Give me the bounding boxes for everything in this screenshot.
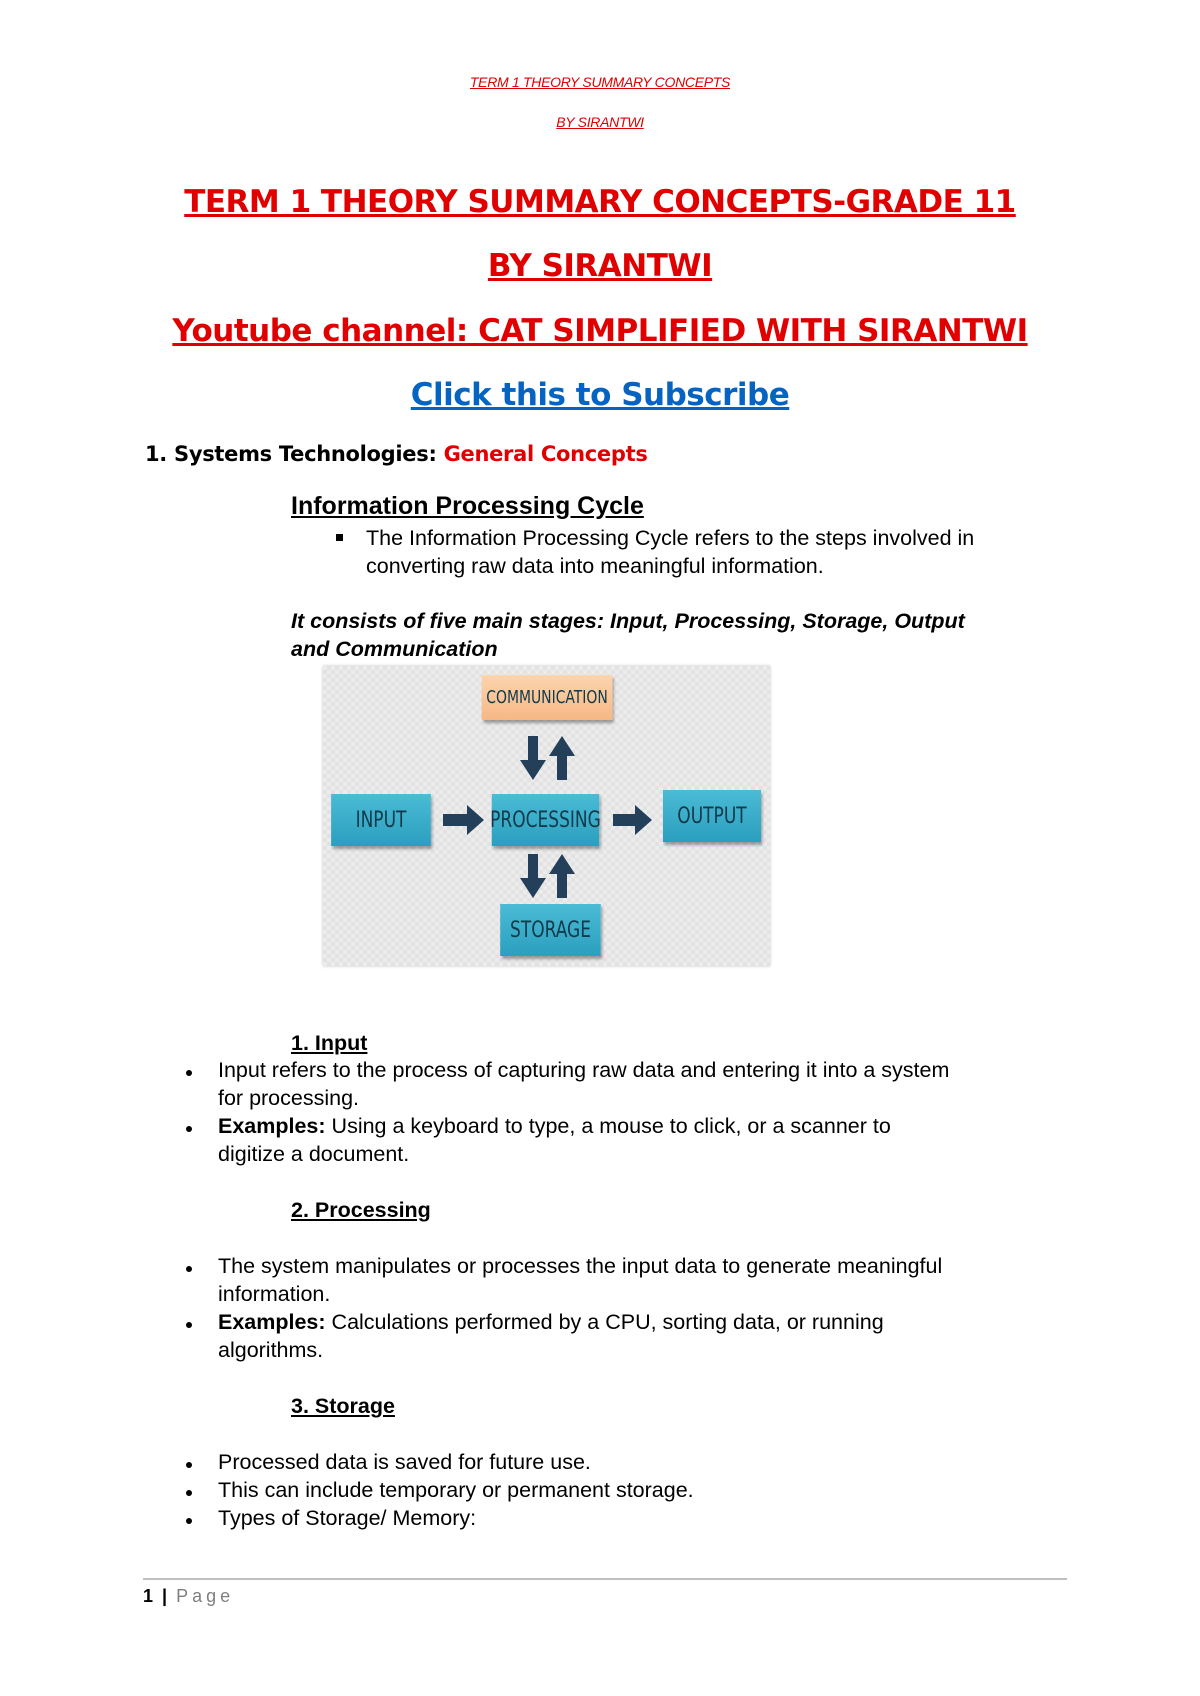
document-title: TERM 1 THEORY SUMMARY CONCEPTS-GRADE 11 xyxy=(184,184,1016,220)
ipc-diagram xyxy=(323,666,770,966)
output-box: OUTPUT xyxy=(663,790,761,842)
input-bullet-1-line-2: for processing. xyxy=(218,1086,360,1110)
storage-box: STORAGE xyxy=(500,904,601,956)
bullet-icon xyxy=(186,1490,192,1496)
arrow-up-icon xyxy=(549,736,575,780)
input-bullet-1-line-1: Input refers to the process of capturing raw data and entering it into a system xyxy=(218,1058,950,1082)
input-heading: 1. Input xyxy=(291,1031,368,1055)
subscribe-link[interactable]: Click this to Subscribe xyxy=(410,377,790,413)
section-label: 1. Systems Technologies: xyxy=(145,442,437,466)
section-heading xyxy=(145,442,648,466)
processing-bullet-1-line-2: information. xyxy=(218,1282,331,1306)
page-number: 1 xyxy=(143,1586,154,1606)
examples-label: Examples: xyxy=(218,1114,326,1138)
ipc-description: The Information Processing Cycle refers to the steps involved in converting raw data into meaningful information. xyxy=(366,526,975,578)
processing-heading: 2. Processing xyxy=(291,1198,431,1222)
storage-bullet-3: Types of Storage/ Memory: xyxy=(218,1506,477,1530)
processing-bullet-2-line-1 xyxy=(218,1308,1068,1336)
footer-divider xyxy=(143,1578,1067,1580)
ipc-heading: Information Processing Cycle xyxy=(291,492,644,520)
examples-label: Examples: xyxy=(218,1310,326,1334)
arrow-right-icon xyxy=(613,805,652,835)
arrow-down-icon xyxy=(520,736,546,780)
bullet-icon xyxy=(186,1266,192,1272)
storage-bullet-1: Processed data is saved for future use. xyxy=(218,1450,591,1474)
processing-bullet-2-line-2: algorithms. xyxy=(218,1338,324,1362)
page-word: Page xyxy=(176,1586,235,1606)
input-box: INPUT xyxy=(331,794,431,846)
running-header-title: TERM 1 THEORY SUMMARY CONCEPTS xyxy=(469,74,731,90)
processing-box: PROCESSING xyxy=(492,794,600,846)
page-footer xyxy=(143,1586,234,1607)
arrow-up-icon xyxy=(549,854,575,898)
youtube-channel: Youtube channel: CAT SIMPLIFIED WITH SIRANTWI xyxy=(172,313,1028,349)
ipc-stages-line-1: It consists of five main stages: Input, Processing, Storage, Output xyxy=(291,609,965,633)
arrow-down-icon xyxy=(520,854,546,898)
bullet-icon xyxy=(186,1462,192,1468)
arrow-right-icon xyxy=(443,805,484,835)
input-bullet-2-line-2: digitize a document. xyxy=(218,1142,410,1166)
bullet-icon xyxy=(186,1322,192,1328)
bullet-icon xyxy=(186,1070,192,1076)
processing-examples-text: Calculations performed by a CPU, sorting data, or running xyxy=(325,1310,884,1334)
diagram-arrows xyxy=(323,666,770,966)
bullet-icon xyxy=(186,1518,192,1524)
bullet-icon xyxy=(186,1126,192,1132)
square-bullet-icon xyxy=(336,534,343,541)
footer-separator: | xyxy=(162,1586,168,1606)
ipc-stages-line-2: and Communication xyxy=(291,637,498,661)
running-header-author: BY SIRANTWI xyxy=(556,114,644,130)
input-bullet-2-line-1 xyxy=(218,1112,1068,1140)
storage-bullet-2: This can include temporary or permanent storage. xyxy=(218,1478,694,1502)
document-author: BY SIRANTWI xyxy=(487,248,713,284)
storage-heading: 3. Storage xyxy=(291,1394,395,1418)
processing-bullet-1-line-1: The system manipulates or processes the input data to generate meaningful xyxy=(218,1254,943,1278)
section-topic: General Concepts xyxy=(443,442,648,466)
communication-box: COMMUNICATION xyxy=(482,675,613,720)
input-examples-text: Using a keyboard to type, a mouse to click, or a scanner to xyxy=(325,1114,891,1138)
